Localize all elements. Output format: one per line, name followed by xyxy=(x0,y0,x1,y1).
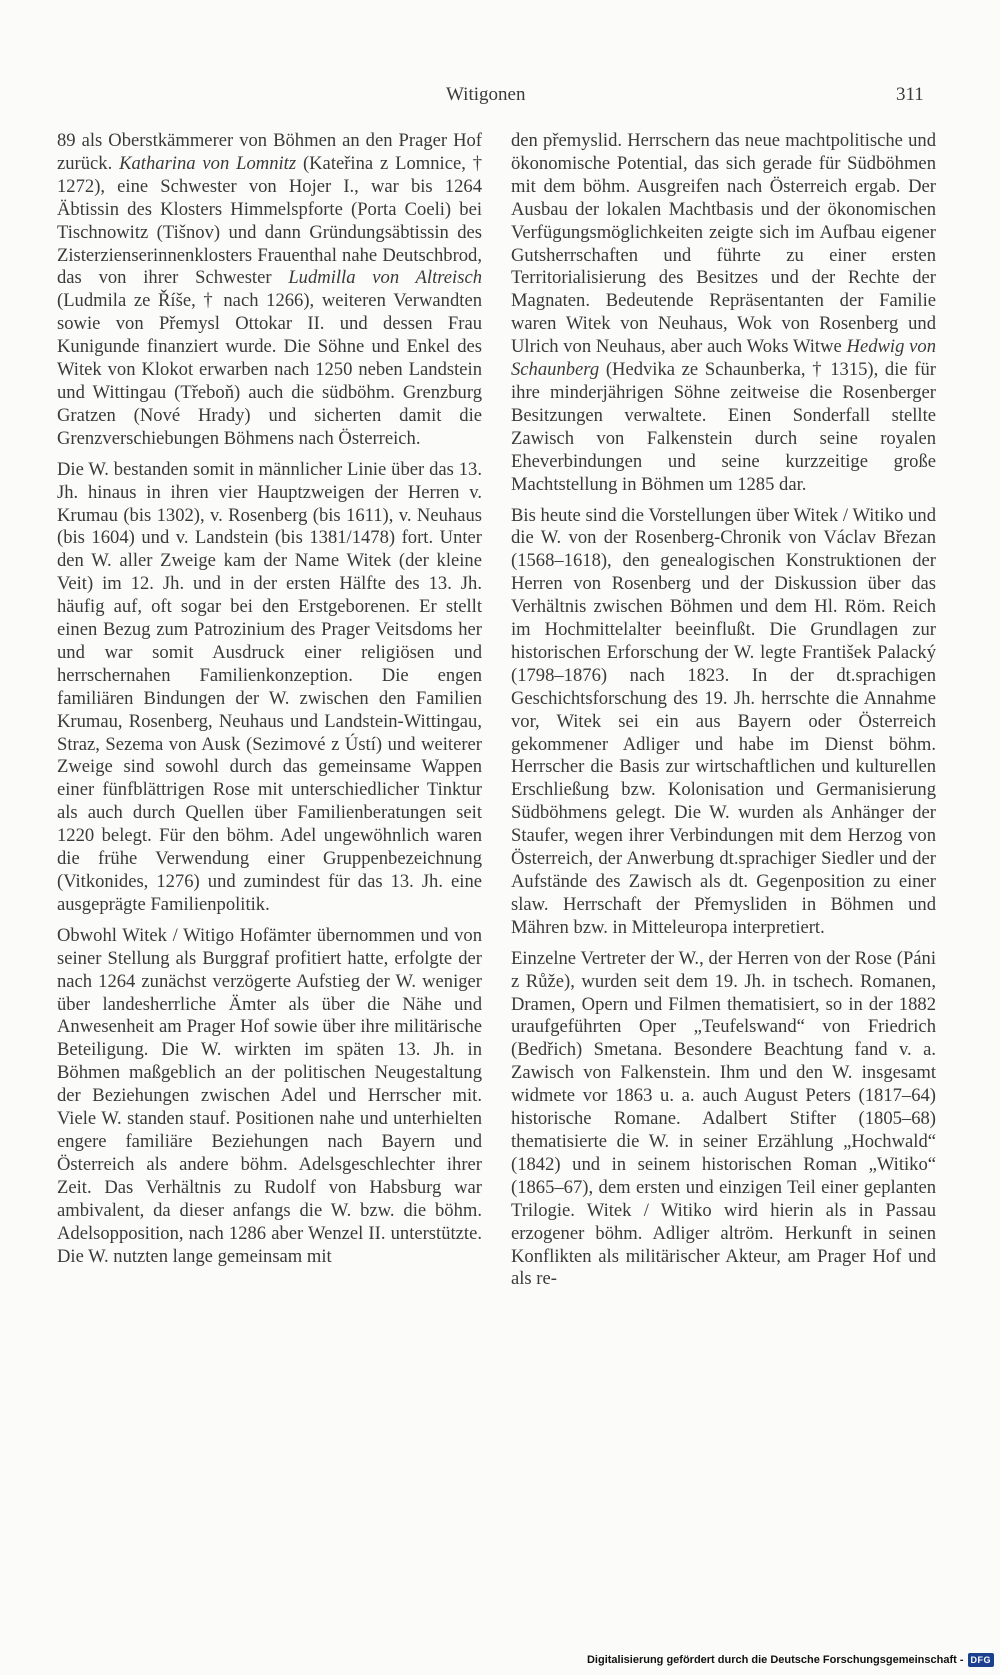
page-number: 311 xyxy=(896,84,924,105)
left-column xyxy=(57,130,482,1276)
paragraph xyxy=(511,948,936,1292)
text-run: Einzelne Vertreter der W., der Herren von der Rose (Páni z Růže), wurden seit dem 19. Jh. in tschech. Romanen, Dramen, Opern und Filmen thematisiert, so in der 1882 uraufgeführten Oper „Teufelswand“ von Friedrich (Bedřich) Smetana. Besondere Beachtung fand v. a. Zawisch von Falkenstein. Ihm und den W. insgesamt widmete vor 1863 u. a. auch August Peters (1817–64) historische Romane. Adalbert Stifter (1805–68) thematisierte die W. in seiner Erzählung „Hochwald“ (1842) und in seinem historischen Roman „Witiko“ (1865–67), dem ersten und einzigen Teil einer geplanten Trilogie. Witek / Witiko wird hierin als in Passau erzogener böhm. Adliger altröm. Herkunft in seinen Konflikten als militärischer Akteur, am Prager Hof und als re- xyxy=(511,947,936,1290)
text-run: den přemyslid. Herrschern das neue machtpolitische und ökonomische Potential, das sich gerade für Südböhmen mit dem böhm. Ausgreifen nach Österreich ergab. Der Ausbau der lokalen Machtbasis und der ökonomischen Verfügungsmöglichkeiten zeigte sich im Aufbau eigener Gutsherrschaften und führte zu einer ersten Territorialisierung des Besitzes und der Rechte der Magnaten. Bedeutende Repräsentanten der Familie waren Witek von Neuhaus, Wok von Rosenberg und Ulrich von Neuhaus, aber auch Woks Witwe xyxy=(511,130,936,358)
running-head xyxy=(0,80,1000,110)
italic-name: Katharina von Lomnitz xyxy=(119,152,297,174)
footer xyxy=(587,1653,994,1667)
text-run: Die W. bestanden somit in männlicher Linie über das 13. Jh. hinaus in ihren vier Hauptzweigen der Herren v. Krumau (bis 1302), v. Rosenberg (bis 1611), v. Neuhaus (bis 1604) und v. Landstein (bis 1381/1478) fort. Unter den W. aller Zweige kam der Name Witek (der kleine Veit) im 12. Jh. und in der ersten Hälfte des 13. Jh. häufig auf, oft sogar bei den Erstgeborenen. Er stellt einen Bezug zum Patrozinium des Prager Veitsdoms her und war somit Ausdruck einer religiösen und herrschernahen Familienkonzeption. Die engen familiären Bindungen der W. zwischen den Familien Krumau, Rosenberg, Neuhaus und Landstein-Wittingau, Straz, Sezema von Ausk (Sezimové z Ústí) und weiterer Zweige sind sowohl durch das gemeinsame Wappen einer fünfblättrigen Rose mit unterschiedlicher Tinktur als auch durch Quellen über Familienberatungen seit 1220 belegt. Für den böhm. Adel ungewöhnlich waren die frühe Verwendung einer Gruppenbezeichnung (Vitkonides, 1276) und zumindest für das 13. Jh. eine ausgeprägte Familienpolitik. xyxy=(57,458,482,915)
text-run: Obwohl Witek / Witigo Hofämter übernommen und von seiner Stellung als Burggraf profitiert hatte, erfolgte der nach 1264 zunächst verzögerte Aufstieg der W. weniger über landesherrliche Ämter als über die Nähe und Anwesenheit am Prager Hof sowie über ihre militärische Beteiligung. Die W. wirkten im späten 13. Jh. in Böhmen maßgeblich an der politischen Neugestaltung der Beziehungen zwischen Adel und Herrscher mit. Viele W. standen stauf. Positionen nahe und unterhielten engere familiäre Beziehungen nach Bayern und Österreich als andere böhm. Adelsgeschlechter ihrer Zeit. Das Verhältnis zu Rudolf von Habsburg war ambivalent, da dieser anfangs die W. bzw. die böhm. Adelsopposition, nach 1286 aber Wenzel II. unterstützte. Die W. nutzten lange gemeinsam mit xyxy=(57,924,482,1267)
italic-name: Hedwig von Schaunberg xyxy=(511,336,936,381)
text-run: 89 als Oberstkämmerer von Böhmen an den Prager Hof zurück. xyxy=(57,130,482,174)
text-run: (Hedvika ze Schaunberka, † 1315), die für ihre minderjährigen Söhne zeitweise die Rosenberger Besitzungen verwaltete. Einen Sonderfall stellte Zawisch von Falkenstein durch seine royalen Eheverbindungen und seine kurzzeitige große Machtstellung in Böhmen um 1285 dar. xyxy=(511,359,936,495)
paragraph xyxy=(511,505,936,940)
paragraph xyxy=(57,925,482,1269)
text-run: (Ludmila ze Říše, † nach 1266), weiteren Verwandten sowie von Přemysl Ottokar II. und dessen Frau Kunigunde finanziert wurde. Die Söhne und Enkel des Witek von Klokot erwarben nach 1250 neben Landstein und Wittingau (Třeboň) auch die südböhm. Grenzburg Gratzen (Nové Hrady) und sicherten damit die Grenzverschiebungen Böhmens nach Österreich. xyxy=(57,290,482,449)
dfg-logo: DFG xyxy=(968,1653,995,1667)
right-column xyxy=(511,130,936,1299)
paragraph xyxy=(511,130,936,497)
italic-name: Ludmilla von Altreisch xyxy=(288,267,482,289)
funding-note: Digitalisierung gefördert durch die Deutsche Forschungsgemeinschaft - xyxy=(586,1654,964,1666)
paragraph xyxy=(57,459,482,917)
paragraph xyxy=(57,130,482,451)
text-run: (Kateřina z Lomnice, † 1272), eine Schwester von Hojer I., war bis 1264 Äbtissin des Klosters Himmelspforte (Porta Coeli) bei Tischnowitz (Tišnov) und dann Gründungsäbtissin des Zisterzienserinnenklosters Frauenthal nahe Deutschbrod, das von ihrer Schwester xyxy=(57,152,483,289)
text-run: Bis heute sind die Vorstellungen über Witek / Witiko und die W. von der Rosenberg-Chronik von Václav Březan (1568–1618), den genealogischen Konstruktionen der Herren von Rosenberg und der Diskussion über das Verhältnis zwischen Böhmen und dem Hl. Röm. Reich im Hochmittelalter beeinflußt. Die Grundlagen zur historischen Erforschung der W. legte František Palacký (1798–1876) nach 1823. In der dt.sprachigen Geschichtsforschung des 19. Jh. herrschte die Annahme vor, Witek sei ein aus Bayern oder Österreich gekommener Adliger und habe im Dienst böhm. Herrscher die Basis zur wirtschaftlichen und kulturellen Erschließung bzw. Kolonisation und Germanisierung Südböhmens gelegt. Die W. wurden als Anhänger der Staufer, wegen ihrer Verbindungen mit dem Herzog von Österreich, der Anwerbung dt.sprachiger Siedler und der Aufstände des Zawisch als dt. Gegenposition zu einer slaw. Herrschaft der Přemysliden in Böhmen und Mähren bzw. in Mitteleuropa interpretiert. xyxy=(511,504,936,938)
running-head-title: Witigonen xyxy=(446,84,526,105)
